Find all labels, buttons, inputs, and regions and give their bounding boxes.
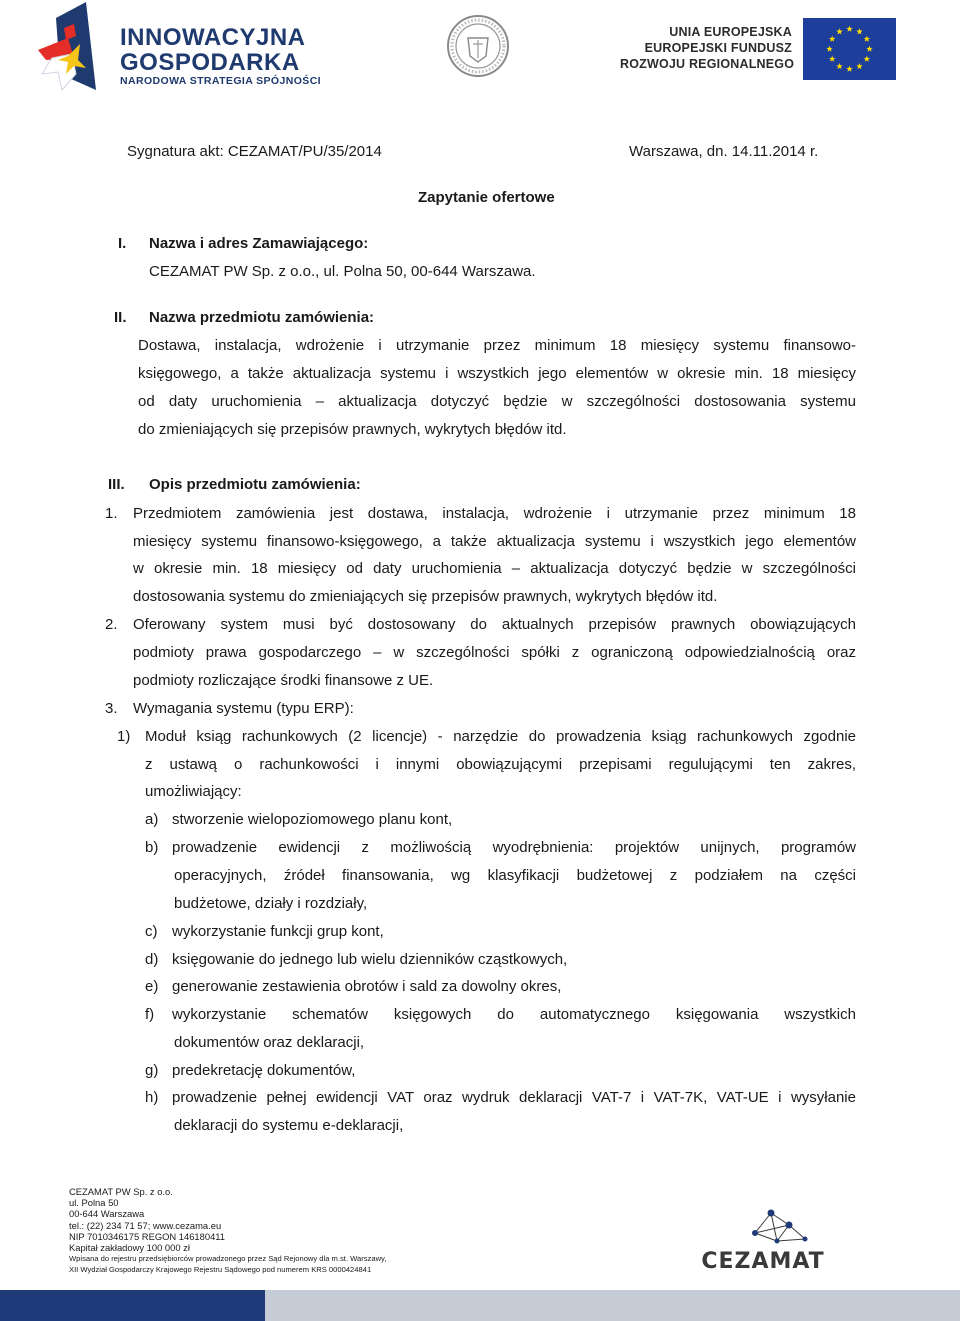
eu-star-icon bbox=[864, 36, 870, 42]
list-item-f: wykorzystanie schematów księgowych do automatycznego księgowania wszystkich bbox=[172, 1006, 856, 1023]
point-1-line: w okresie min. 18 miesięcy od daty uruchomienia – aktualizacja dotyczyć będzie w szczególności bbox=[133, 560, 856, 577]
list-item-e-marker: e) bbox=[145, 978, 159, 995]
section-1-body: CEZAMAT PW Sp. z o.o., ul. Polna 50, 00-644 Warszawa. bbox=[149, 263, 536, 280]
list-item-f-marker: f) bbox=[145, 1006, 155, 1023]
list-item-h-marker: h) bbox=[145, 1089, 159, 1106]
footer-company-info bbox=[69, 1186, 386, 1276]
subpoint-1-line: umożliwiający: bbox=[145, 783, 242, 800]
list-item-b-marker: b) bbox=[145, 839, 159, 856]
eu-star-icon bbox=[866, 46, 872, 52]
section-2-number: II. bbox=[114, 309, 127, 326]
subpoint-1-line: Moduł ksiąg rachunkowych (2 licencje) - narzędzie do prowadzenia ksiąg rachunkowych zgodnie bbox=[145, 728, 856, 745]
list-item-f: dokumentów oraz deklaracji, bbox=[174, 1034, 365, 1051]
footer-line: Wpisana do rejestru przedsiębiorców prowadzonego przez Sąd Rejonowy dla m.st. Warszawy, bbox=[69, 1254, 387, 1264]
list-item-b: budżetowe, działy i rozdziały, bbox=[174, 895, 368, 912]
list-item-h: prowadzenie pełnej ewidencji VAT oraz wydruk deklaracji VAT-7 i VAT-7K, VAT-UE i wysyłanie bbox=[172, 1089, 856, 1106]
eu-logo-line1: UNIA EUROPEJSKA bbox=[669, 25, 792, 39]
case-signature: Sygnatura akt: CEZAMAT/PU/35/2014 bbox=[127, 143, 382, 160]
cezamat-logo-text: CEZAMAT bbox=[701, 1249, 825, 1274]
eu-star-icon bbox=[846, 26, 852, 32]
list-item-g-marker: g) bbox=[145, 1062, 159, 1079]
section-2-line: Dostawa, instalacja, wdrożenie i utrzymanie przez minimum 18 miesięcy systemu finansowo- bbox=[138, 337, 856, 354]
section-3-heading: Opis przedmiotu zamówienia: bbox=[149, 476, 361, 493]
list-item-h: deklaracji do systemu e-deklaracji, bbox=[174, 1117, 404, 1134]
list-item-d: księgowanie do jednego lub wielu dzienników cząstkowych, bbox=[172, 951, 568, 968]
point-1-line: Przedmiotem zamówienia jest dostawa, instalacja, wdrożenie i utrzymanie przez minimum 18 bbox=[133, 505, 856, 522]
list-item-d-marker: d) bbox=[145, 951, 159, 968]
section-1-number: I. bbox=[118, 235, 127, 252]
footer-line: CEZAMAT PW Sp. z o.o. bbox=[69, 1186, 173, 1197]
cezamat-logo bbox=[693, 1205, 833, 1275]
point-3-text: Wymagania systemu (typu ERP): bbox=[133, 700, 354, 717]
section-2-heading: Nazwa przedmiotu zamówienia: bbox=[149, 309, 375, 326]
ig-logo-line2: GOSPODARKA bbox=[120, 49, 300, 76]
ig-logo-line3: NARODOWA STRATEGIA SPÓJNOŚCI bbox=[120, 75, 321, 87]
ig-logo-line1: INNOWACYJNA bbox=[120, 24, 306, 51]
point-2-line: podmioty prawa gospodarczego – w szczególności spółki z ograniczoną odpowiedzialnością oraz bbox=[133, 644, 856, 661]
point-2-line: podmioty rozliczające środki finansowe z UE. bbox=[133, 672, 434, 689]
footer-line: XII Wydział Gospodarczy Krajowego Rejestru Sądowego pod numerem KRS 0000424841 bbox=[69, 1265, 372, 1275]
eu-flag-icon bbox=[803, 18, 896, 80]
list-item-e: generowanie zestawienia obrotów i sald za dowolny okres, bbox=[172, 978, 562, 995]
cezamat-network-icon bbox=[693, 1205, 833, 1275]
footer-line: Kapitał zakładowy 100 000 zł bbox=[69, 1242, 190, 1254]
eu-star-icon bbox=[856, 28, 862, 34]
eu-star-icon bbox=[829, 36, 835, 42]
point-2-number: 2. bbox=[105, 616, 118, 633]
eu-logo-text bbox=[620, 24, 795, 72]
eu-star-icon bbox=[836, 63, 842, 69]
eu-logo-line2: EUROPEJSKI FUNDUSZ bbox=[644, 41, 792, 55]
eu-star-icon bbox=[846, 66, 852, 72]
footer-bar-light bbox=[265, 1290, 960, 1321]
section-2-line: do zmieniających się przepisów prawnych, wykrytych błędów itd. bbox=[138, 421, 567, 438]
point-1-line: miesięcy systemu finansowo-księgowego, a także aktualizacja systemu i wszystkich jego elementów bbox=[133, 533, 856, 550]
list-item-a: stworzenie wielopoziomowego planu kont, bbox=[172, 811, 453, 828]
eu-star-icon bbox=[864, 56, 870, 62]
point-1-line: dostosowania systemu do zmieniających się przepisów prawnych, wykrytych błędów itd. bbox=[133, 588, 718, 605]
list-item-b: operacyjnych, źródeł finansowania, wg klasyfikacji budżetowej z podziałem na części bbox=[174, 867, 856, 884]
footer-bar-dark bbox=[0, 1290, 265, 1321]
list-item-g: predekretację dokumentów, bbox=[172, 1062, 356, 1079]
ig-flag-icon bbox=[38, 0, 120, 96]
footer-line: 00-644 Warszawa bbox=[69, 1208, 145, 1220]
point-3-number: 3. bbox=[105, 700, 118, 717]
point-2-line: Oferowany system musi być dostosowany do aktualnych przepisów prawnych obowiązujących bbox=[133, 616, 856, 633]
document-date: Warszawa, dn. 14.11.2014 r. bbox=[629, 143, 819, 160]
eu-star-icon bbox=[856, 63, 862, 69]
list-item-a-marker: a) bbox=[145, 811, 159, 828]
point-1-number: 1. bbox=[105, 505, 118, 522]
innowacyjna-gospodarka-logo bbox=[38, 0, 321, 96]
subpoint-1-number: 1) bbox=[117, 728, 131, 745]
section-1-heading: Nazwa i adres Zamawiającego: bbox=[149, 235, 369, 252]
section-2-line: księgowego, a także aktualizacja systemu i wszystkich jego elementów w okresie min. 18 miesięcy bbox=[138, 365, 856, 382]
eu-star-icon bbox=[829, 56, 835, 62]
footer-line: ul. Polna 50 bbox=[69, 1197, 119, 1209]
section-3-number: III. bbox=[108, 476, 125, 493]
eu-star-icon bbox=[836, 28, 842, 34]
list-item-b: prowadzenie ewidencji z możliwością wyodrębnienia: projektów unijnych, programów bbox=[172, 839, 856, 856]
seal-icon bbox=[446, 14, 510, 78]
university-seal bbox=[446, 14, 510, 78]
document-title: Zapytanie ofertowe bbox=[418, 189, 555, 206]
eu-logo-line3: ROZWOJU REGIONALNEGO bbox=[620, 57, 795, 71]
eu-star-icon bbox=[826, 46, 832, 52]
footer-line: tel.: (22) 234 71 57; www.cezama.eu bbox=[69, 1219, 222, 1231]
eu-stars-icon bbox=[803, 18, 896, 80]
list-item-c: wykorzystanie funkcji grup kont, bbox=[172, 923, 384, 940]
list-item-c-marker: c) bbox=[145, 923, 158, 940]
subpoint-1-line: z ustawą o rachunkowości i innymi obowiązującymi przepisami regulującymi ten zakres, bbox=[145, 756, 856, 773]
footer-line: NIP 7010346175 REGON 146180411 bbox=[69, 1230, 226, 1242]
section-2-line: od daty uruchomienia – aktualizacja dotyczyć będzie w szczególności dostosowania systemu bbox=[138, 393, 856, 410]
